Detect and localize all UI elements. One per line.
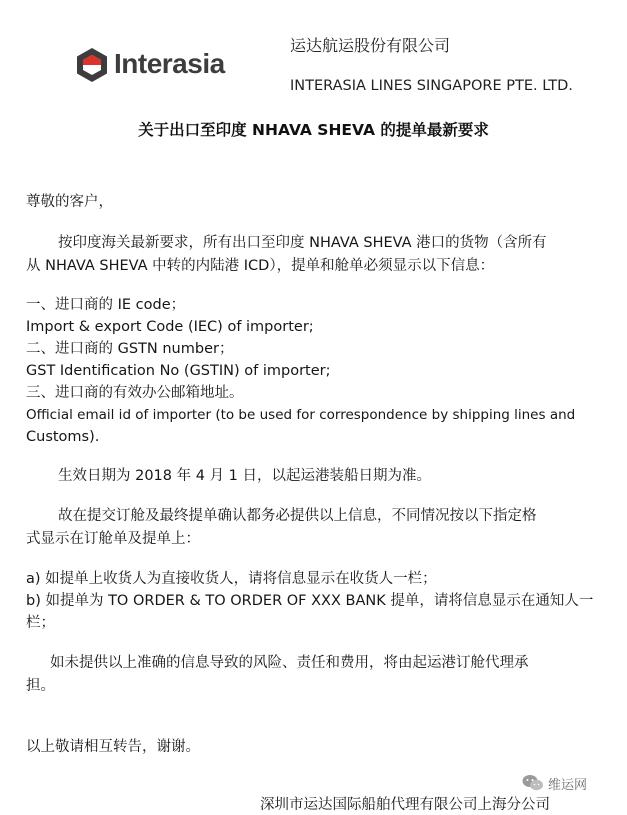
closing-remark: 以上敬请相互转告，谢谢。: [26, 739, 200, 755]
intro-line-2: 从 NHAVA SHEVA 中转的内陆港 ICD），提单和舱单必须显示以下信息：: [26, 258, 495, 274]
effective-date: 生效日期为 2018 年 4 月 1 日，以起运港装船日期为准。: [58, 468, 432, 484]
risk-notice-line-1: 如未提供以上准确的信息导致的风险、责任和费用，将由起运港订舱代理承: [50, 655, 529, 671]
risk-notice-line-2: 担。: [26, 678, 55, 694]
requirement-1-en: Import & export Code (IEC) of importer;: [26, 319, 314, 335]
signature: 深圳市运达国际船舶代理有限公司上海分公司: [260, 797, 550, 813]
company-name-en: INTERASIA LINES SINGAPORE PTE. LTD.: [290, 78, 573, 94]
watermark: [522, 772, 588, 794]
requirement-2-en: GST Identification No (GSTIN) of importer;: [26, 363, 331, 379]
requirement-3-en-line-1: Official email id of importer (to be used for correspondence by shipping lines and: [26, 407, 576, 423]
intro-line-1: 按印度海关最新要求，所有出口至印度 NHAVA SHEVA 港口的货物（含所有: [58, 235, 547, 251]
greeting: 尊敬的客户，: [26, 194, 113, 210]
requirement-3-cn: 三、进口商的有效办公邮箱地址。: [26, 385, 244, 401]
format-instruction-line-1: 故在提交订舱及最终提单确认都务必提供以上信息，不同情况按以下指定格: [58, 508, 537, 524]
requirement-2-cn: 二、进口商的 GSTN number；: [26, 341, 234, 357]
wechat-icon: [522, 774, 544, 792]
watermark-text: 维运网: [548, 778, 588, 793]
case-b-line-1: b) 如提单为 TO ORDER & TO ORDER OF XXX BANK 提单，请将信息显示在通知人一: [26, 593, 594, 609]
case-a: a) 如提单上收货人为直接收货人，请将信息显示在收货人一栏；: [26, 571, 437, 587]
requirement-3-en-line-2: Customs).: [26, 429, 100, 445]
document-title: 关于出口至印度 NHAVA SHEVA 的提单最新要求: [138, 121, 489, 139]
interasia-logo: [74, 45, 244, 85]
logo-wordmark: Interasia: [114, 48, 225, 79]
format-instruction-line-2: 式显示在订舱单及提单上：: [26, 531, 200, 547]
case-b-line-2: 栏；: [26, 615, 55, 631]
interasia-logo-mark: [74, 47, 110, 83]
company-name-cn: 运达航运股份有限公司: [290, 36, 451, 55]
requirement-1-cn: 一、进口商的 IE code；: [26, 297, 186, 313]
